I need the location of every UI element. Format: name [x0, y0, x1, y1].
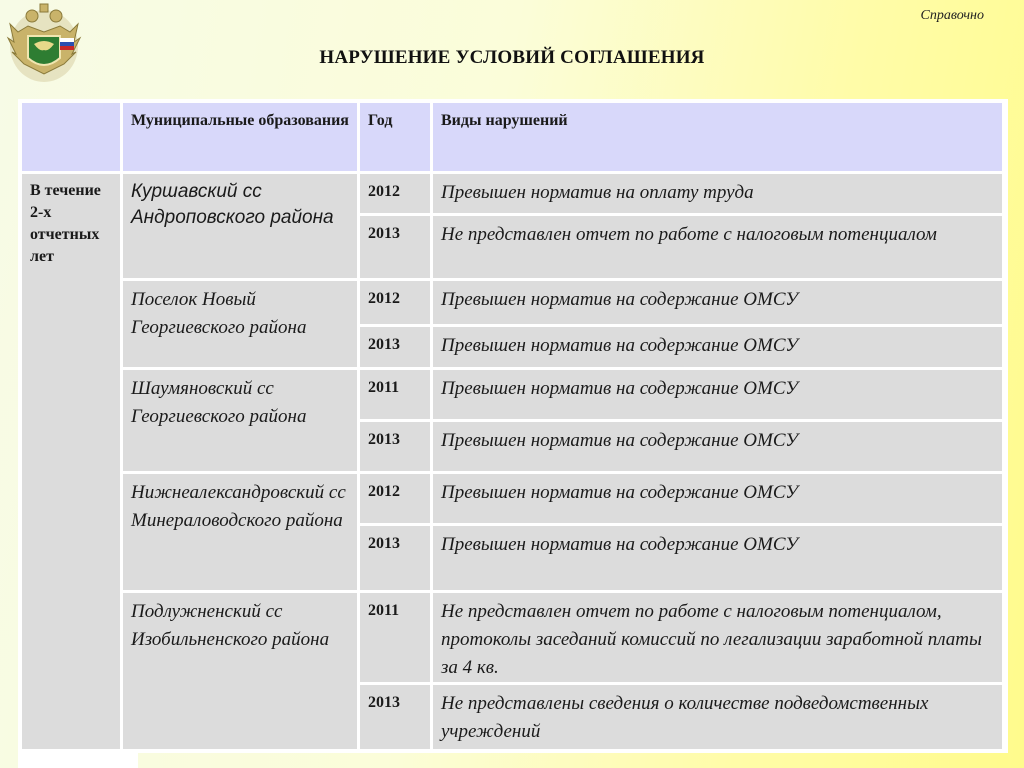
year-cell: 2011 — [360, 593, 430, 682]
year-cell: 2012 — [360, 474, 430, 523]
violation-cell: Не представлены сведения о количестве подведомственных учреждений — [433, 685, 1002, 749]
municipality-cell: Нижнеалександровский сс Минераловодского района — [123, 474, 357, 590]
header-violation-types: Виды нарушений — [433, 103, 1002, 171]
year-cell: 2013 — [360, 526, 430, 590]
municipality-cell: Подлужненский сс Изобильненского района — [123, 593, 357, 749]
coat-of-arms-emblem-icon — [4, 2, 84, 86]
violation-cell: Превышен норматив на содержание ОМСУ — [433, 327, 1002, 367]
year-cell: 2013 — [360, 422, 430, 471]
reference-note: Справочно — [920, 8, 984, 23]
violation-cell: Превышен норматив на содержание ОМСУ — [433, 370, 1002, 419]
header-year: Год — [360, 103, 430, 171]
page-title: НАРУШЕНИЕ УСЛОВИЙ СОГЛАШЕНИЯ — [319, 47, 705, 68]
year-cell: 2013 — [360, 685, 430, 749]
municipality-cell: Шаумяновский сс Георгиевского района — [123, 370, 357, 471]
violation-cell: Не представлен отчет по работе с налоговым потенциалом — [433, 216, 1002, 278]
violation-cell: Превышен норматив на содержание ОМСУ — [433, 474, 1002, 523]
period-label: В течение 2-х отчетных лет — [22, 174, 120, 749]
header-empty-cell — [22, 103, 120, 171]
year-cell: 2011 — [360, 370, 430, 419]
violation-cell: Превышен норматив на содержание ОМСУ — [433, 526, 1002, 590]
year-cell: 2013 — [360, 327, 430, 367]
header-municipality: Муниципальные образования — [123, 103, 357, 171]
violation-cell: Превышен норматив на оплату труда — [433, 174, 1002, 213]
year-cell: 2013 — [360, 216, 430, 278]
violation-cell: Не представлен отчет по работе с налоговым потенциалом, протоколы заседаний комиссий по легализации заработной платы за 4 кв. — [433, 593, 1002, 682]
municipality-cell: Куршавский сс Андроповского района — [123, 174, 357, 278]
bottom-strip — [18, 752, 138, 768]
year-cell: 2012 — [360, 281, 430, 324]
year-cell: 2012 — [360, 174, 430, 213]
violation-cell: Превышен норматив на содержание ОМСУ — [433, 422, 1002, 471]
municipality-cell: Поселок Новый Георгиевского района — [123, 281, 357, 367]
violation-cell: Превышен норматив на содержание ОМСУ — [433, 281, 1002, 324]
violations-table — [18, 99, 1008, 753]
